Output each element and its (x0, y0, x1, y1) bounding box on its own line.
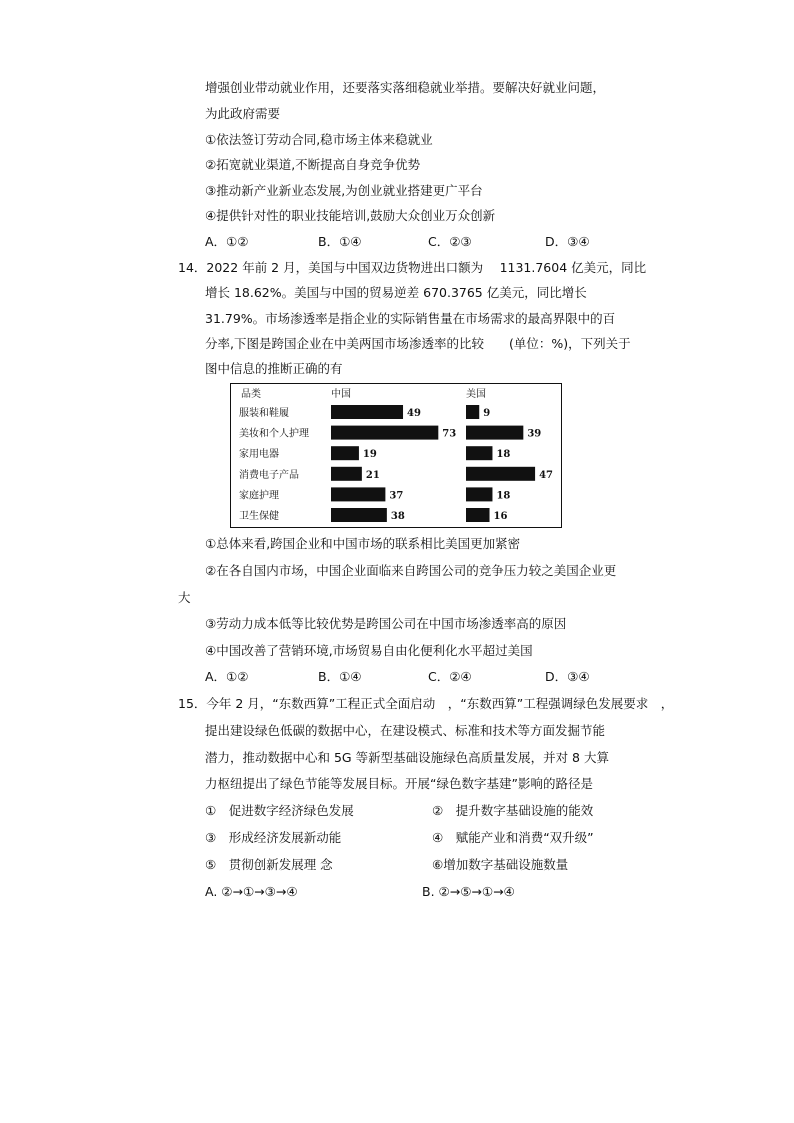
chart-header-series-0: 中国 (331, 389, 351, 400)
q14-item-4: ④中国改善了营销环境,市场贸易自由化便利化水平超过美国 (205, 643, 533, 658)
q14-option-a: A．①② (205, 669, 249, 684)
chart-data-label: 21 (365, 469, 380, 481)
q15-item-5: ⑤ 贯彻创新发展理 念 (205, 857, 333, 872)
q13-option-d: D．③④ (545, 234, 590, 249)
chart-data-label: 49 (407, 408, 421, 419)
q14-stem-line-1: 14．2022 年前 2 月，美国与中国双边货物进出口额为 1131.7604 亿美元，同比 (178, 260, 647, 275)
q15-option-b: B. ②→⑤→①→④ (422, 884, 515, 899)
penetration-rate-chart (230, 383, 562, 528)
chart-data-label: 39 (527, 428, 542, 440)
chart-bar-china (331, 467, 362, 481)
q14-stem-line-5: 图中信息的推断正确的有 (205, 361, 343, 376)
q14-item-2-cont: 大 (178, 590, 191, 605)
q15-item-3: ③ 形成经济发展新动能 (205, 830, 342, 845)
chart-bar-usa (466, 426, 523, 440)
q13-item-2: ②拓宽就业渠道,不断提高自身竞争优势 (205, 157, 421, 172)
chart-bar-usa (466, 405, 479, 419)
chart-data-label: 9 (483, 408, 491, 419)
chart-data-label: 47 (539, 469, 554, 481)
chart-category-label: 美妆和个人护理 (239, 428, 309, 440)
q13-item-1: ①依法签订劳动合同,稳市场主体来稳就业 (205, 132, 433, 147)
q14-stem-line-2: 增长 18.62%。美国与中国的贸易逆差 670.3765 亿美元，同比增长 (205, 285, 587, 300)
q14-option-c: C．②④ (428, 669, 472, 684)
q15-stem-line-4: 力枢纽提出了绿色节能等发展目标。开展“绿色数字基建”影响的路径是 (205, 776, 593, 791)
chart-data-label: 18 (496, 490, 511, 502)
chart-data-label: 38 (390, 511, 405, 522)
chart-bar-china (331, 487, 385, 501)
q13-stem-line-2: 为此政府需要 (205, 106, 281, 121)
q14-item-1: ①总体来看,跨国企业和中国市场的联系相比美国更加紧密 (205, 536, 521, 551)
q13-stem-line-1: 增强创业带动就业作用，还要落实落细稳就业举措。要解决好就业问题， (205, 80, 606, 95)
chart-category-label: 消费电子产品 (239, 469, 299, 481)
chart-data-label: 19 (362, 449, 377, 461)
chart-header-category: 品类 (241, 389, 261, 400)
chart-bar-usa (466, 446, 492, 460)
q13-item-4: ④提供针对性的职业技能培训,鼓励大众创业万众创新 (205, 208, 496, 223)
q15-item-4: ④ 赋能产业和消费“双升级” (432, 830, 594, 845)
chart-category-label: 服装和鞋履 (239, 408, 289, 419)
q14-stem-line-3: 31.79%。市场渗透率是指企业的实际销售量在市场需求的最高界限中的百 (205, 311, 616, 326)
chart-bar-china (331, 508, 387, 522)
q15-stem-line-2: 提出建设绿色低碳的数据中心，在建设模式、标准和技术等方面发掘节能 (205, 723, 606, 738)
chart-bar-usa (466, 487, 492, 501)
q15-item-1: ① 促进数字经济绿色发展 (205, 803, 354, 818)
q13-option-c: C．②③ (428, 234, 472, 249)
q13-option-a: A．①② (205, 234, 249, 249)
q14-option-d: D．③④ (545, 669, 590, 684)
q15-stem-line-3: 潜力，推动数据中心和 5G 等新型基础设施绿色高质量发展，并对 8 大算 (205, 750, 609, 765)
chart-data-label: 73 (442, 428, 457, 440)
chart-data-label: 18 (496, 449, 511, 461)
chart-bar-usa (466, 467, 535, 481)
q13-option-b: B．①④ (318, 234, 362, 249)
chart-bar-usa (466, 508, 490, 522)
q15-item-6: ⑥增加数字基础设施数量 (432, 857, 569, 872)
q14-item-2: ②在各自国内市场，中国企业面临来自跨国公司的竞争压力较之美国企业更 (205, 563, 617, 578)
chart-data-label: 16 (493, 511, 508, 522)
chart-category-label: 家用电器 (239, 449, 279, 461)
q14-stem-line-4: 分率,下图是跨国企业在中美两国市场渗透率的比较 (单位：%)，下列关于 (205, 336, 631, 351)
chart-bar-china (331, 446, 359, 460)
chart-category-label: 家庭护理 (239, 490, 279, 502)
q15-stem-line-1: 15．今年 2 月，“东数西算”工程正式全面启动 ，“东数西算”工程强调绿色发展要求 ， (178, 696, 674, 711)
chart-bar-china (331, 405, 403, 419)
chart-category-label: 卫生保健 (239, 511, 279, 522)
q15-option-a: A. ②→①→③→④ (205, 884, 298, 899)
chart-bar-china (331, 426, 438, 440)
q15-item-2: ② 提升数字基础设施的能效 (432, 803, 594, 818)
chart-data-label: 37 (389, 490, 404, 502)
q14-item-3: ③劳动力成本低等比较优势是跨国公司在中国市场渗透率高的原因 (205, 616, 567, 631)
q14-option-b: B．①④ (318, 669, 362, 684)
chart-header-series-1: 美国 (466, 389, 486, 400)
q13-item-3: ③推动新产业新业态发展,为创业就业搭建更广平台 (205, 183, 483, 198)
